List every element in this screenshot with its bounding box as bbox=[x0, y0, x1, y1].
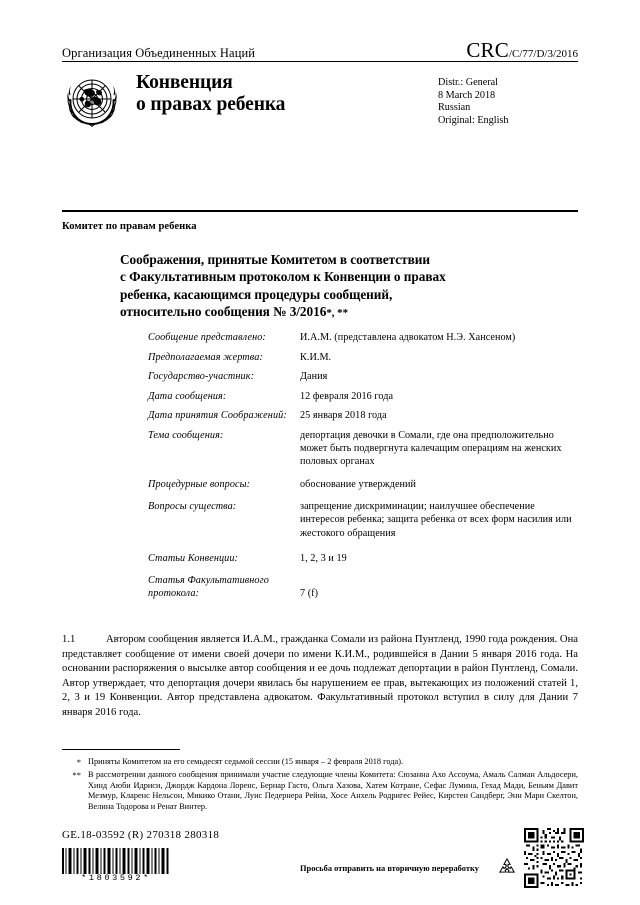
table-row bbox=[148, 351, 578, 364]
job-number: GE.18-03592 (R) 270318 280318 bbox=[62, 829, 220, 841]
footnote-text: В рассмотрении данного сообщения принимали участие следующие члены Комитета: Сюзанна Ахо Ассоума, Амаль Салман Альдосери, Хинд Аюби Идриси, Джордж Кардона Лоренс, Бернар Гасто, Ольга Хазова, Хатем Котране, Сефас Лумина, Гехад Мади, Беньям Давит Мезмур, Кларенс Нельсон, Микико Отани, Луис Педернера Рейна, Хосе Анхель Родригес Рейес, Кирстен Сандберг, Энн Мари Скелтон, Велина Тодорова и Ренат Винтер. bbox=[88, 769, 578, 812]
table-row bbox=[148, 574, 578, 600]
meta-value: И.А.М. (представлена адвокатом Н.Э. Хансеном) bbox=[300, 332, 516, 343]
meta-label: Предполагаемая жертва: bbox=[148, 351, 263, 363]
masthead-top-row bbox=[62, 38, 578, 62]
table-row bbox=[148, 390, 578, 403]
committee-name: Комитет по правам ребенка bbox=[62, 221, 197, 232]
meta-label: Дата сообщения: bbox=[148, 390, 227, 402]
table-row bbox=[148, 552, 578, 565]
table-row bbox=[148, 500, 578, 540]
document-symbol-tail: /C/77/D/3/2016 bbox=[508, 48, 578, 60]
doc-title-line2: с Факультативным протоколом к Конвенции о правах bbox=[120, 269, 446, 285]
doc-title-line3: ребенка, касающимся процедуры сообщений, bbox=[120, 286, 393, 302]
recycle-note: Просьба отправить на вторичную переработку bbox=[300, 864, 479, 873]
table-row bbox=[148, 429, 578, 469]
meta-value: 25 января 2018 года bbox=[300, 410, 387, 421]
meta-label: Тема сообщения: bbox=[148, 429, 224, 441]
document-symbol bbox=[466, 38, 578, 63]
meta-value: 12 февраля 2016 года bbox=[300, 390, 394, 402]
convention-title-line2: о правах ребенка bbox=[136, 94, 286, 115]
document-original-language: Original: English bbox=[438, 114, 509, 126]
qr-code bbox=[524, 828, 584, 888]
footnotes bbox=[62, 757, 578, 815]
masthead bbox=[62, 38, 578, 137]
doc-title-line4-wrap bbox=[120, 303, 578, 322]
meta-value: запрещение дискриминации; наилучшее обеспечение интересов ребенка; защита ребенка от всех форм насилия или жестокого обращения bbox=[300, 500, 572, 539]
table-row bbox=[148, 331, 578, 344]
case-metadata-table bbox=[148, 331, 578, 606]
meta-value: К.И.М. bbox=[300, 351, 332, 363]
un-emblem-icon bbox=[62, 73, 122, 129]
footnote-text: Приняты Комитетом на его семьдесят седьмой сессии (15 января – 2 февраля 2018 года). bbox=[88, 757, 404, 766]
meta-label: Дата принятия Соображений: bbox=[148, 410, 287, 421]
section-divider bbox=[62, 210, 578, 212]
table-row bbox=[148, 478, 578, 491]
distribution-block bbox=[438, 71, 578, 137]
footnote-mark: * bbox=[76, 757, 81, 767]
convention-title-line1: Конвенция bbox=[136, 72, 233, 93]
document-date: 8 March 2018 bbox=[438, 89, 496, 101]
masthead-bottom-row bbox=[62, 71, 578, 137]
meta-label: Государство-участник: bbox=[148, 371, 255, 382]
doc-title-line4: относительно сообщения № 3/2016 bbox=[120, 304, 327, 320]
recycle-icon bbox=[496, 856, 518, 878]
meta-value: депортация девочки в Сомали, где она предположительно может быть подвергнута калечащим операциям на женских половых органах bbox=[300, 429, 562, 468]
meta-value: 1, 2, 3 и 19 bbox=[300, 552, 347, 564]
paragraph-1-1 bbox=[62, 633, 578, 721]
footnote-item bbox=[62, 770, 578, 813]
page-title bbox=[120, 251, 578, 323]
meta-label: Вопросы существа: bbox=[148, 500, 237, 512]
paragraph-text: Автором сообщения является И.А.М., гражданка Сомали из района Пунтленд, 1990 года рождения. Она представляет сообщение от имени своей дочери по имени К.И.М., родившейся в Дании 5 января 2016 года. На основании распоряжения о высылке автор сообщения и ее дочь подлежат депортации в район Пунтленд, Сомали. Автор утверждает, что депортация дочери явилась бы нарушением ее прав, вытекающих из положений статей 1, 2, 3 и 19 Конвенции. Автор представлена адвокатом. Факультативный протокол вступил в силу для Дании 7 января 2016 года. bbox=[62, 634, 578, 718]
footnote-divider bbox=[62, 749, 180, 750]
distribution-type: Distr.: General bbox=[438, 77, 498, 88]
document-symbol-main: CRC bbox=[466, 38, 509, 62]
meta-value: обоснование утверждений bbox=[300, 478, 417, 490]
meta-label: Процедурные вопросы: bbox=[148, 478, 251, 490]
table-row bbox=[148, 409, 578, 422]
paragraph-number: 1.1 bbox=[62, 634, 76, 645]
meta-label: Статьи Конвенции: bbox=[148, 552, 239, 564]
footnote-mark: ** bbox=[72, 769, 81, 780]
title-footnote-marks: *, ** bbox=[326, 307, 349, 320]
organization-name: Организация Объединенных Наций bbox=[62, 46, 256, 60]
meta-label: Сообщение представлено: bbox=[148, 332, 266, 343]
table-row bbox=[148, 370, 578, 383]
meta-label: Статья Факультативного протокола: bbox=[148, 574, 269, 599]
convention-title bbox=[136, 71, 438, 137]
doc-title-line1: Соображения, принятые Комитетом в соответствии bbox=[120, 252, 430, 267]
document-language: Russian bbox=[438, 102, 471, 114]
meta-value: Дания bbox=[300, 371, 328, 382]
footnote-item bbox=[62, 757, 578, 768]
barcode-number: *1803592* bbox=[81, 873, 151, 883]
meta-value: 7 (f) bbox=[300, 587, 319, 599]
barcode bbox=[62, 848, 170, 874]
